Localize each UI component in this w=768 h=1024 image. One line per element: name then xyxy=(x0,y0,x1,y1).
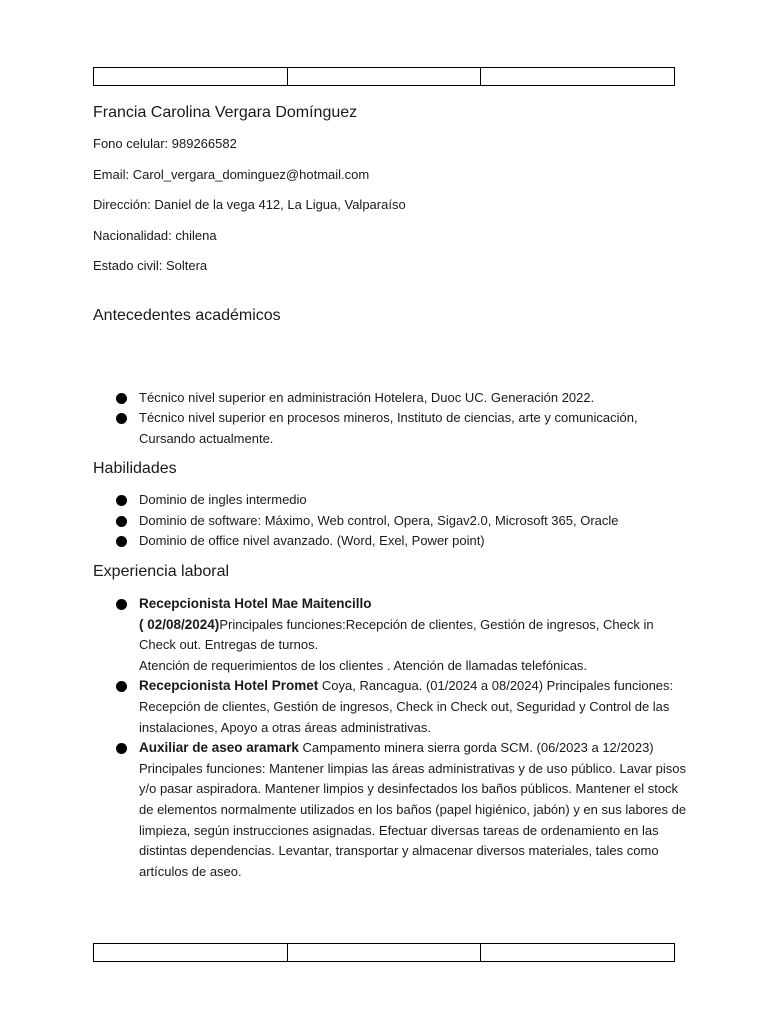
list-item xyxy=(93,408,693,449)
email-line: Email: Carol_vergara_dominguez@hotmail.com xyxy=(93,166,370,182)
job-date: ( 02/08/2024) xyxy=(139,616,220,632)
job-description: Coya, Rancagua. (01/2024 a 08/2024) Principales funciones: Recepción de clientes, Gestión de ingresos, Check in Check out, Seguridad y Control de las instalaciones, Apoyo a otras áreas administrativas. xyxy=(139,678,674,735)
civil-status-line: Estado civil: Soltera xyxy=(93,258,208,273)
list-item xyxy=(93,490,693,511)
experience-list xyxy=(93,594,693,882)
experience-heading: Experiencia laboral xyxy=(93,563,230,581)
skills-heading: Habilidades xyxy=(93,460,177,478)
skill-item-text: Dominio de software: Máximo, Web control, Opera, Sigav2.0, Microsoft 365, Oracle xyxy=(139,512,619,528)
footer-table xyxy=(93,943,675,962)
resume-content xyxy=(93,102,693,882)
list-item xyxy=(93,738,693,882)
footer-cell xyxy=(481,944,675,962)
full-name: Francia Carolina Vergara Domínguez xyxy=(93,104,358,121)
list-item xyxy=(93,531,693,552)
academic-item-text: Técnico nivel superior en procesos mineros, Instituto de ciencias, arte y comunicación, Cursando actualmente. xyxy=(139,410,638,446)
job-title: Recepcionista Hotel Mae Maitencillo xyxy=(139,596,372,612)
footer-cell xyxy=(94,944,288,962)
academic-list xyxy=(93,388,693,450)
footer-cell xyxy=(287,944,481,962)
list-item xyxy=(93,676,693,738)
job-description: Principales funciones:Recepción de clientes, Gestión de ingresos, Check in Check out. Entregas de turnos. xyxy=(139,616,654,653)
phone-line: Fono celular: 989266582 xyxy=(93,136,237,151)
nationality-line: Nacionalidad: chilena xyxy=(93,227,217,243)
skill-item-text: Dominio de office nivel avanzado. (Word, Exel, Power point) xyxy=(139,533,485,549)
address-line: Dirección: Daniel de la vega 412, La Ligua, Valparaíso xyxy=(93,197,406,212)
header-cell xyxy=(287,68,481,86)
header-cell xyxy=(94,68,288,86)
skills-list xyxy=(93,490,693,552)
list-item xyxy=(93,388,693,409)
skill-item-text: Dominio de ingles intermedio xyxy=(139,492,307,508)
job-title: Auxiliar de aseo aramark xyxy=(139,740,299,756)
job-title: Recepcionista Hotel Promet xyxy=(139,678,319,694)
academic-heading: Antecedentes académicos xyxy=(93,306,281,324)
job-description: Atención de requerimientos de los clientes . Atención de llamadas telefónicas. xyxy=(139,657,588,673)
header-table xyxy=(93,67,675,86)
academic-item-text: Técnico nivel superior en administración Hotelera, Duoc UC. Generación 2022. xyxy=(139,389,595,405)
list-item xyxy=(93,511,693,532)
job-description: Campamento minera sierra gorda SCM. (06/2023 a 12/2023) Principales funciones: Mantener limpias las áreas administrativas y de uso público. Lavar pisos y/o pasar aspiradora. Mantener limpios y desinfectados los baños públicos. Mantener el stock de elementos normalmente utilizados en los baños (papel higiénico, jabón) y en sus labores de limpieza, según instrucciones asignadas. Efectuar diversas tareas de ordenamiento en las distintas dependencias. Levantar, transportar y almacenar diversos materiales, tales como artículos de aseo. xyxy=(139,740,687,879)
list-item xyxy=(93,594,693,676)
header-cell xyxy=(481,68,675,86)
